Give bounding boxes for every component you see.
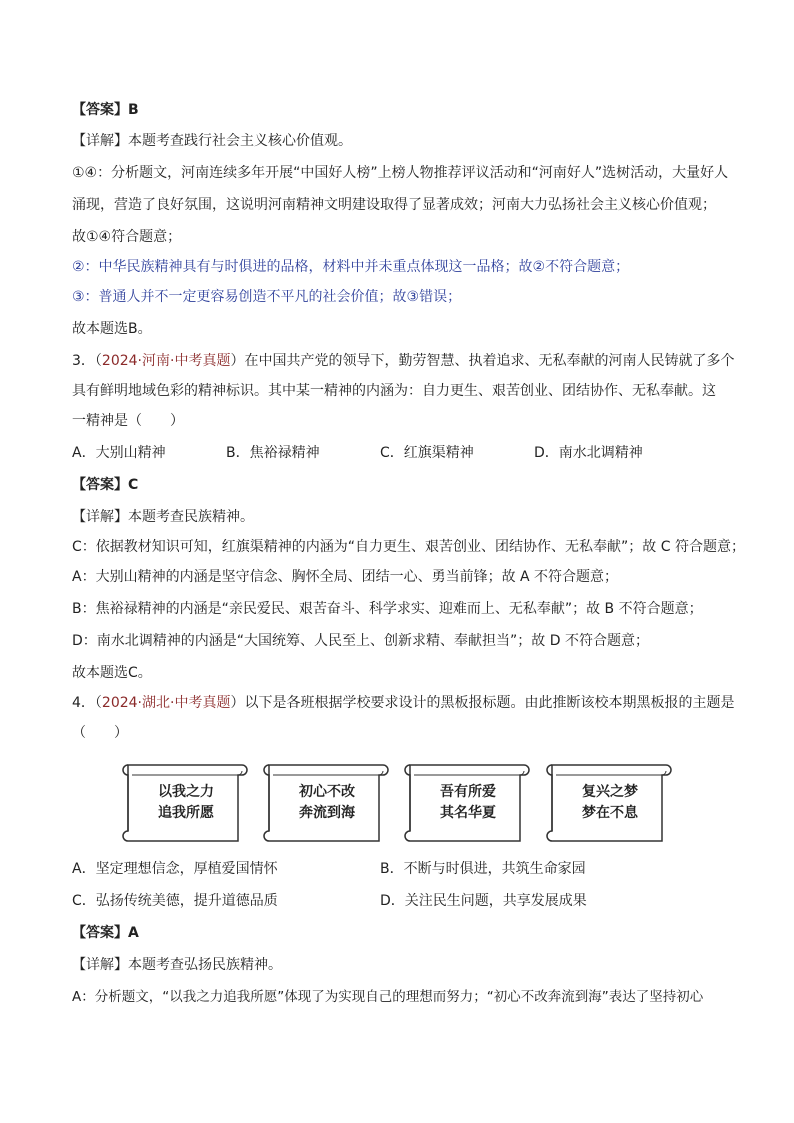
- q3-line3: B：焦裕禄精神的内涵是“亲民爱民、艰苦奋斗、科学求实、迎难而上、无私奉献”；故 B 不符合题意；: [72, 601, 703, 617]
- q4-option-c: C．弘扬传统美德，提升道德品质: [72, 893, 278, 909]
- q4-line1: A：分析题文，“以我之力追我所愿”体现了为实现自己的理想而努力；“初心不改奔流到海”表达了坚持初心: [72, 989, 704, 1005]
- scroll-2-line1: 初心不改: [299, 784, 355, 800]
- q2-line3: 故①④符合题意；: [72, 229, 182, 245]
- blackboard-title-scroll-4: [542, 757, 674, 849]
- scroll-1-line1: 以我之力: [158, 784, 214, 800]
- q3-line4: D：南水北调精神的内涵是“大国统筹、人民至上、创新求精、奉献担当”；故 D 不符合题意；: [72, 633, 649, 649]
- scroll-3-line2: 其名华夏: [440, 805, 496, 821]
- q4-source: 2024·湖北·中考真题: [101, 695, 231, 711]
- q3-source: 2024·河南·中考真题: [101, 353, 231, 369]
- q2-answer: 【答案】B: [72, 102, 139, 118]
- q2-line5: ③：普通人并不一定更容易创造不平凡的社会价值；故③错误；: [72, 289, 462, 305]
- q4-stem-line1: [72, 693, 734, 713]
- scroll-3-line1: 吾有所爱: [440, 784, 496, 800]
- q4-number: 4．（: [72, 695, 102, 711]
- q2-line2: 涌现，营造了良好氛围，这说明河南精神文明建设取得了显著成效；河南大力弘扬社会主义核心价值观；: [72, 197, 716, 213]
- q3-answer: 【答案】C: [72, 477, 139, 493]
- q4-option-a: A．坚定理想信念，厚植爱国情怀: [72, 861, 278, 877]
- q3-stem-line3: 一精神是（ ）: [72, 413, 184, 429]
- q3-option-d: D．南水北调精神: [534, 445, 643, 461]
- q3-line1: C：依据教材知识可知，红旗渠精神的内涵为“自力更生、艰苦创业、团结协作、无私奉献”；故 C 符合题意；: [72, 539, 745, 555]
- q3-stem-rest: ）在中国共产党的领导下，勤劳智慧、执着追求、无私奉献的河南人民铸就了多个: [230, 353, 735, 369]
- blackboard-title-scroll-2: [259, 757, 391, 849]
- scroll-1-line2: 追我所愿: [158, 805, 214, 821]
- q3-conclusion: 故本题选C。: [72, 665, 152, 681]
- q3-detail: 【详解】本题考查民族精神。: [72, 509, 254, 525]
- q4-option-b: B．不断与时俱进，共筑生命家园: [380, 861, 586, 877]
- q3-stem-line1: [72, 351, 734, 371]
- q3-option-a: A．大别山精神: [72, 445, 166, 461]
- q4-option-d: D．关注民生问题，共享发展成果: [380, 893, 587, 909]
- q3-option-c: C．红旗渠精神: [380, 445, 474, 461]
- q3-line2: A：大别山精神的内涵是坚守信念、胸怀全局、团结一心、勇当前锋；故 A 不符合题意；: [72, 569, 619, 585]
- q2-detail: 【详解】本题考查践行社会主义核心价值观。: [72, 133, 352, 149]
- q4-stem-rest: ）以下是各班根据学校要求设计的黑板报标题。由此推断该校本期黑板报的主题是: [230, 695, 735, 711]
- q4-answer: 【答案】A: [72, 925, 139, 941]
- scroll-4-line2: 梦在不息: [582, 805, 638, 821]
- scroll-4-line1: 复兴之梦: [582, 784, 638, 800]
- scroll-2-line2: 奔流到海: [299, 805, 355, 821]
- q3-stem-line2: 具有鲜明地域色彩的精神标识。其中某一精神的内涵为：自力更生、艰苦创业、团结协作、无私奉献。这: [72, 383, 716, 399]
- q2-line1: ①④：分析题文，河南连续多年开展“中国好人榜”上榜人物推荐评议活动和“河南好人”选树活动，大量好人: [72, 165, 729, 181]
- q3-option-b: B．焦裕禄精神: [226, 445, 320, 461]
- blackboard-title-scroll-3: [400, 757, 532, 849]
- q3-number: 3．（: [72, 353, 102, 369]
- blackboard-title-scroll-1: [118, 757, 250, 849]
- q4-stem-line2: （ ）: [72, 725, 128, 741]
- q2-conclusion: 故本题选B。: [72, 321, 152, 337]
- q2-line4: ②：中华民族精神具有与时俱进的品格，材料中并未重点体现这一品格；故②不符合题意；: [72, 259, 630, 275]
- q4-detail: 【详解】本题考查弘扬民族精神。: [72, 957, 282, 973]
